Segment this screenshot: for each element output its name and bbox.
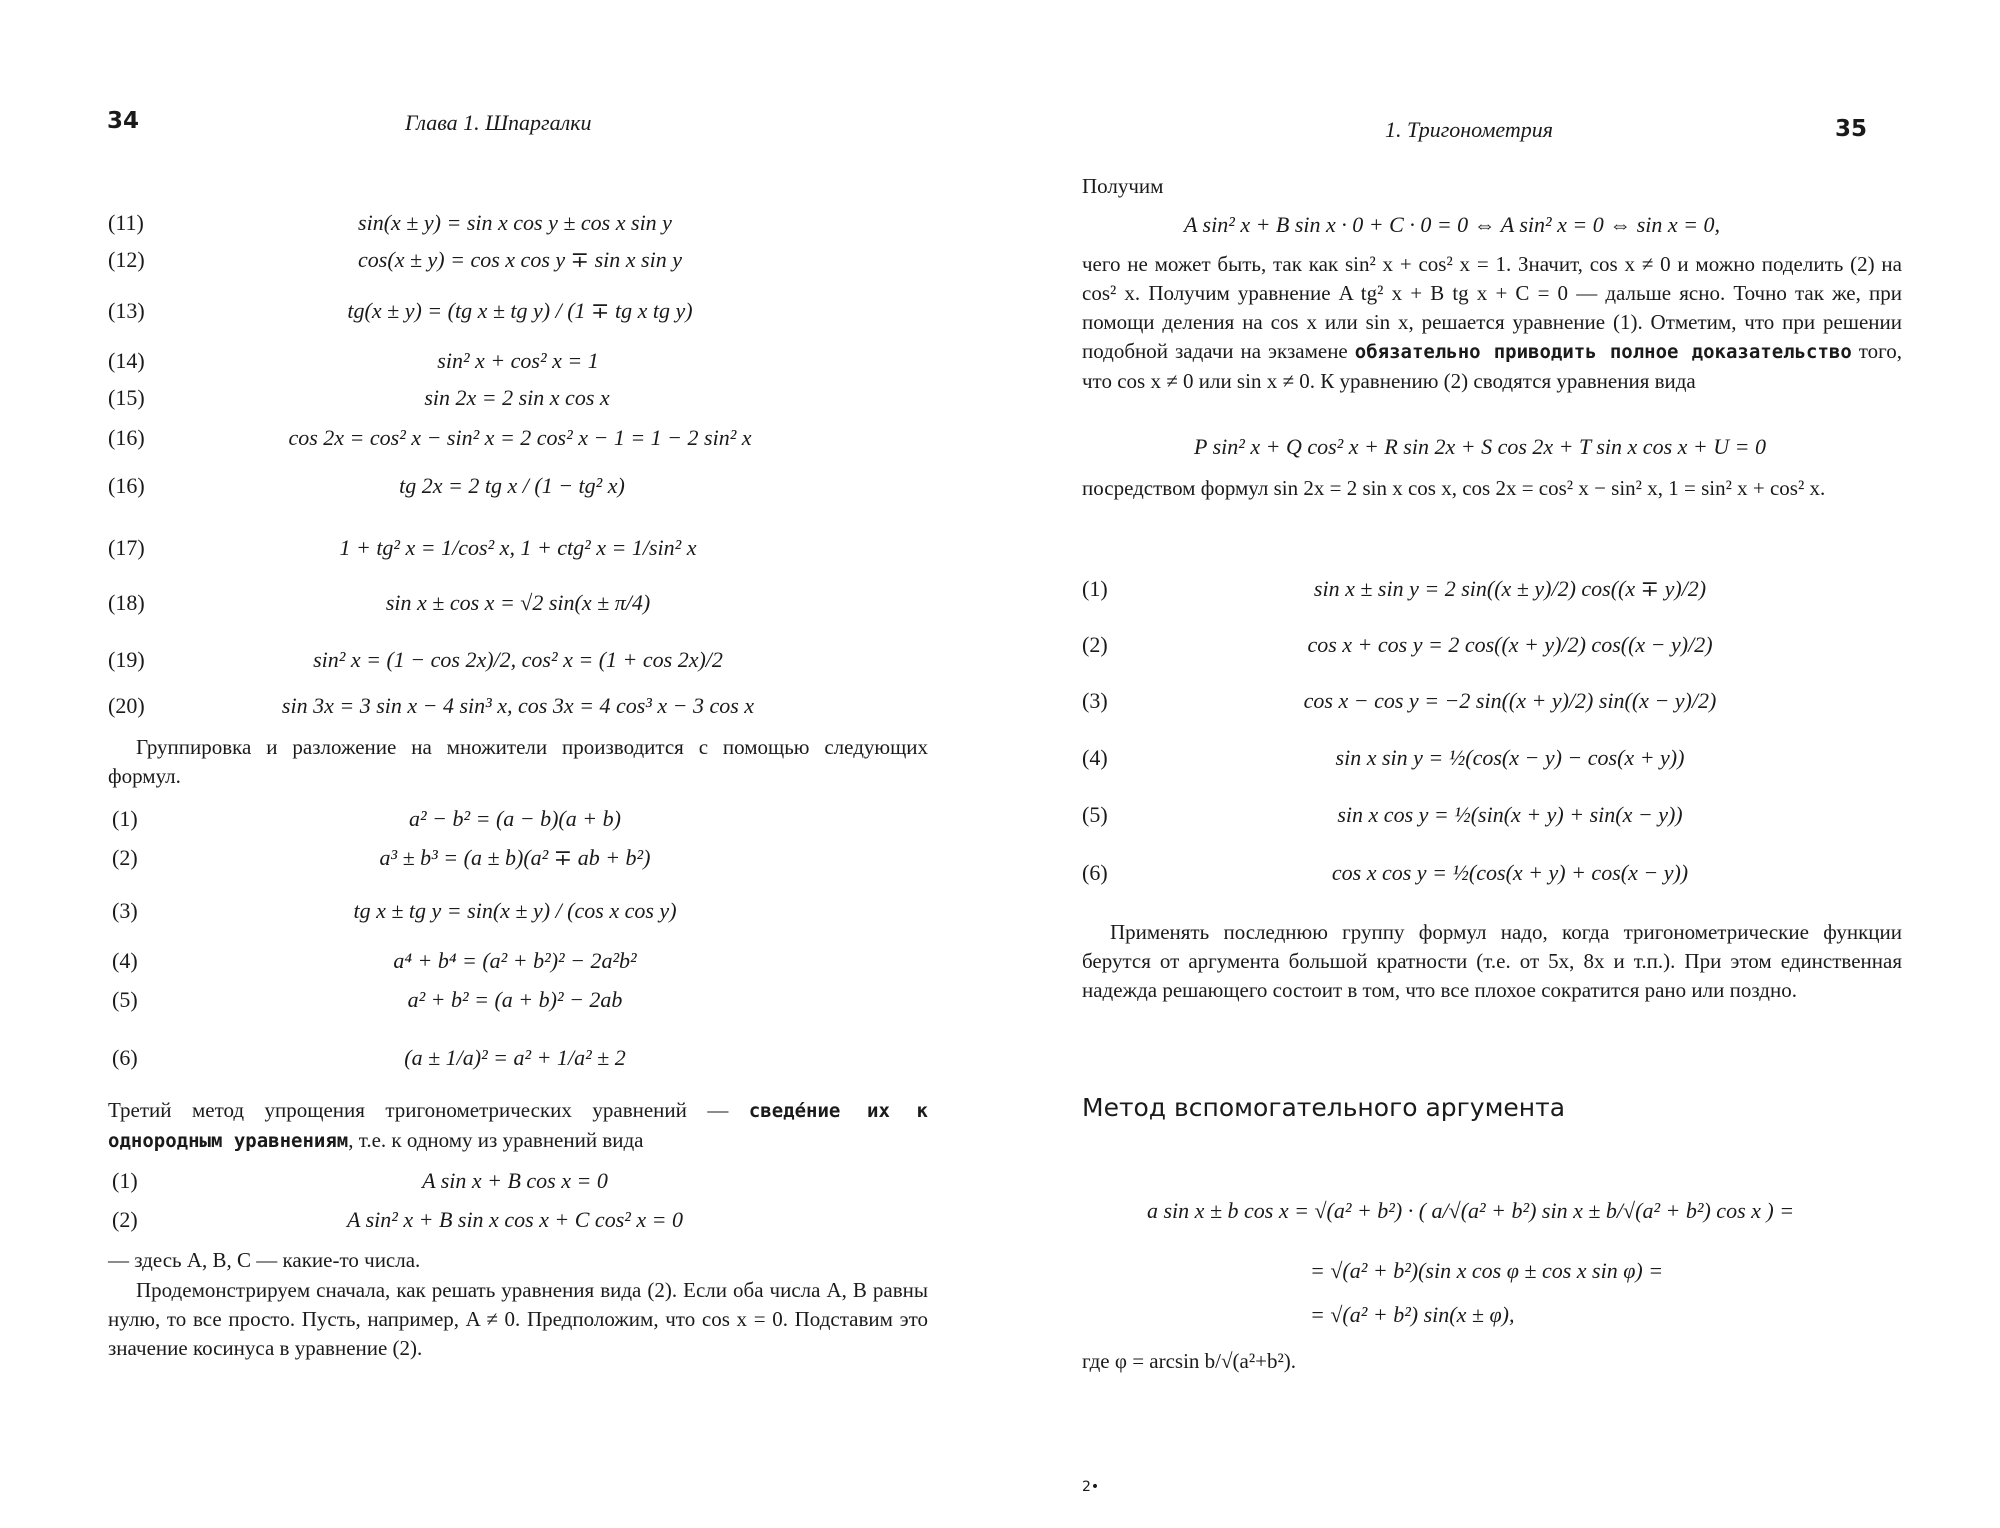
formula: sin x ± sin y = 2 sin((x ± y)/2) cos((x ∓ y)/2) <box>1313 576 1707 601</box>
emphasis-text: сведéние их к однородным уравнениям <box>108 1100 928 1152</box>
formula-number: (6) <box>1082 860 1108 885</box>
running-head: 1. Тригонометрия <box>1385 117 1553 142</box>
formula: sin x cos y = ½(sin(x + y) + sin(x − y)) <box>1337 802 1683 827</box>
formula-number: (1) <box>112 806 138 831</box>
formula: sin 2x = 2 sin x cos x <box>424 385 610 410</box>
formula-number: (6) <box>112 1045 138 1070</box>
formula-number: (17) <box>108 535 145 560</box>
formula: sin² x = (1 − cos 2x)/2, cos² x = (1 + cos 2x)/2 <box>313 647 723 672</box>
formula-number: (12) <box>108 247 145 272</box>
formula: sin x ± cos x = √2 sin(x ± π/4) <box>385 590 651 615</box>
text-obtain: Получим <box>1082 174 1164 198</box>
formula: tg(x ± y) = (tg x ± tg y) / (1 ∓ tg x tg y) <box>347 298 693 323</box>
paragraph-2: посредством формул sin 2x = 2 sin x cos x, cos 2x = cos² x − sin² x, 1 = sin² x + cos² x. <box>1082 476 1826 500</box>
formula: A sin x + B cos x = 0 <box>422 1168 608 1193</box>
formula: P sin² x + Q cos² x + R sin 2x + S cos 2x + T sin x cos x + U = 0 <box>1194 434 1766 459</box>
paragraph-abc: — здесь A, B, C — какие-то числа. <box>108 1248 421 1272</box>
formula-number: (14) <box>108 348 145 373</box>
formula-number: (3) <box>1082 688 1108 713</box>
formula: A sin² x + B sin x · 0 + C · 0 = 0 ⇔ A sin² x = 0 ⇔ sin x = 0, <box>1184 212 1720 237</box>
formula-number: (4) <box>112 948 138 973</box>
formula-number: (19) <box>108 647 145 672</box>
formula-number: (3) <box>112 898 138 923</box>
formula-number: (16) <box>108 473 145 498</box>
formula-number: (20) <box>108 693 145 718</box>
formula-number: (1) <box>1082 576 1108 601</box>
page-number: 34 <box>107 108 140 134</box>
formula-number: (2) <box>1082 632 1108 657</box>
right-page <box>1000 0 2000 1528</box>
paragraph-demo: Продемонстрируем сначала, как решать уравнения вида (2). Если оба числа A, B равны нулю, то все просто. Пусть, например, A ≠ 0. Предположим, что cos x = 0. Подставим это значение косинуса в уравнение (2). <box>108 1278 928 1360</box>
formula: cos x − cos y = −2 sin((x + y)/2) sin((x − y)/2) <box>1303 688 1717 713</box>
formula-number: (1) <box>112 1168 138 1193</box>
formula: (a ± 1/a)² = a² + 1/a² ± 2 <box>404 1045 626 1070</box>
paragraph-third-method: Третий метод упрощения тригонометрических уравнений — сведéние их к однородным уравнениям, т.е. к одному из уравнений вида <box>108 1098 928 1152</box>
formula: tg 2x = 2 tg x / (1 − tg² x) <box>399 473 625 498</box>
formula: 1 + tg² x = 1/cos² x, 1 + ctg² x = 1/sin² x <box>339 535 697 560</box>
formula-number: (2) <box>112 845 138 870</box>
formula-number: (16) <box>108 425 145 450</box>
text-where: где φ = arcsin b/√(a²+b²). <box>1082 1349 1297 1373</box>
formula: A sin² x + B sin x cos x + C cos² x = 0 <box>347 1207 683 1232</box>
page-number: 35 <box>1835 116 1868 142</box>
formula-number: (2) <box>112 1207 138 1232</box>
formula-number: (5) <box>112 987 138 1012</box>
emphasis-text: обязательно приводить полное доказательство <box>1354 341 1852 363</box>
formula: cos x cos y = ½(cos(x + y) + cos(x − y)) <box>1331 860 1689 885</box>
formula-number: (13) <box>108 298 145 323</box>
paragraph-1: чего не может быть, так как sin² x + cos² x = 1. Значит, cos x ≠ 0 и можно поделить (2) на cos² x. Получим уравнение A tg² x + B tg x + C = 0 — дальше ясно. Точно так же, при помощи деления на cos x или sin x, решается уравнение (1). Отметим, что при решении подобной задачи на экзамене обязательно приводить полное доказательство того, что cos x ≠ 0 или sin x ≠ 0. К уравнению (2) сводятся уравнения вида <box>1082 252 1903 393</box>
paragraph-3: Применять последнюю группу формул надо, когда тригонометрические функции берутся от аргумента большой кратности (т.е. от 5x, 8x и т.п.). При этом единственная надежда решающего состоит в том, что все плохое сократится рано или поздно. <box>1082 920 1902 1002</box>
formula: cos 2x = cos² x − sin² x = 2 cos² x − 1 = 1 − 2 sin² x <box>288 425 752 450</box>
running-head: Глава 1. Шпаргалки <box>405 110 592 135</box>
formula: tg x ± tg y = sin(x ± y) / (cos x cos y) <box>353 898 677 923</box>
signature-mark: 2• <box>1082 1479 1100 1495</box>
formula: sin(x ± y) = sin x cos y ± cos x sin y <box>358 210 672 235</box>
formula: cos(x ± y) = cos x cos y ∓ sin x sin y <box>358 247 682 272</box>
formula: a sin x ± b cos x = √(a² + b²) · ( a/√(a² + b²) sin x ± b/√(a² + b²) cos x ) = <box>1147 1198 1795 1223</box>
formula-number: (5) <box>1082 802 1108 827</box>
formula: a⁴ + b⁴ = (a² + b²)² − 2a²b² <box>393 948 637 973</box>
formula: cos x + cos y = 2 cos((x + y)/2) cos((x − y)/2) <box>1307 632 1713 657</box>
formula: sin x sin y = ½(cos(x − y) − cos(x + y)) <box>1335 745 1685 770</box>
formula-number: (15) <box>108 385 145 410</box>
formula-number: (11) <box>108 210 144 235</box>
formula-number: (4) <box>1082 745 1108 770</box>
formula: a³ ± b³ = (a ± b)(a² ∓ ab + b²) <box>379 845 651 870</box>
formula: a² + b² = (a + b)² − 2ab <box>407 987 623 1012</box>
formula: sin² x + cos² x = 1 <box>437 348 599 373</box>
formula: = √(a² + b²) sin(x ± φ), <box>1310 1302 1515 1327</box>
formula-number: (18) <box>108 590 145 615</box>
formula: sin 3x = 3 sin x − 4 sin³ x, cos 3x = 4 cos³ x − 3 cos x <box>281 693 755 718</box>
formula: = √(a² + b²)(sin x cos φ ± cos x sin φ) = <box>1310 1258 1664 1283</box>
section-title: Метод вспомогательного аргумента <box>1082 1093 1566 1122</box>
paragraph-grouping: Группировка и разложение на множители производится с помощью следующих формул. <box>108 735 928 788</box>
formula: a² − b² = (a − b)(a + b) <box>409 806 621 831</box>
